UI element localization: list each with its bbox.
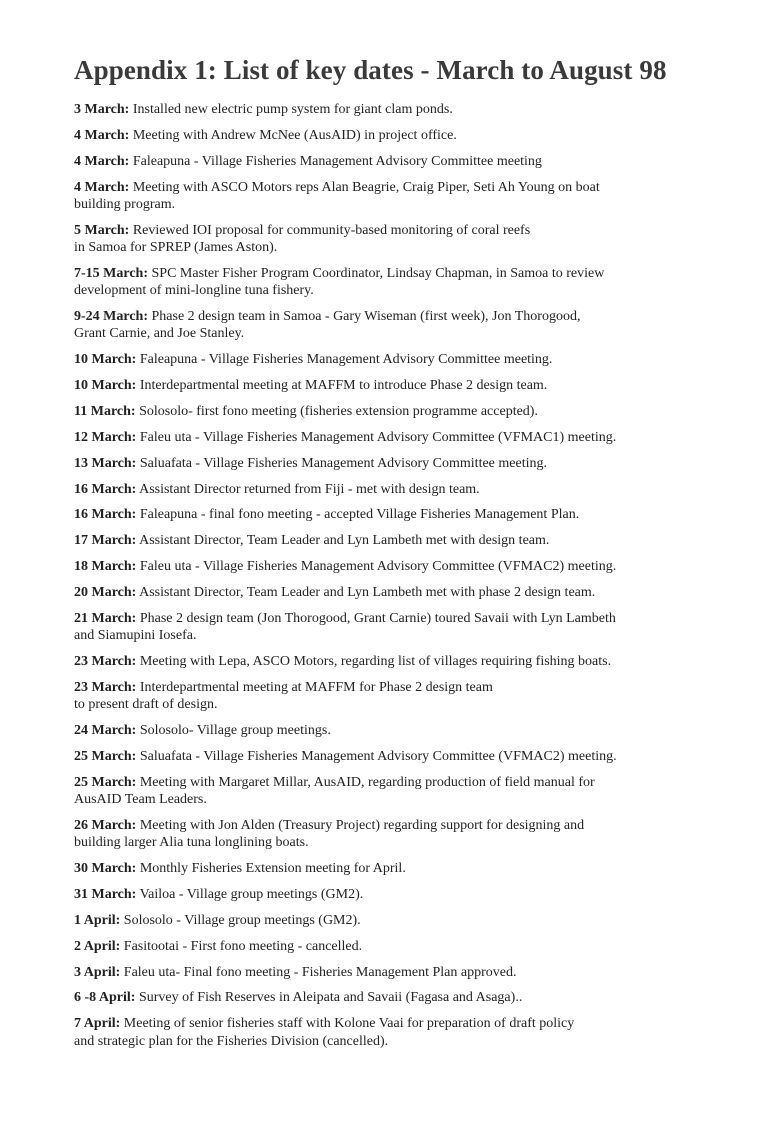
entry-date: 10 March:: [74, 377, 137, 393]
date-entry: [74, 989, 684, 1006]
entry-date: 10 March:: [74, 352, 137, 368]
date-entry: [74, 222, 684, 256]
entry-text: Meeting with Jon Alden (Treasury Project) regarding support for designing and building larger Alia tuna longlining boats.: [74, 817, 585, 851]
entry-date: 17 March:: [74, 533, 137, 549]
date-entry: [74, 455, 684, 472]
date-entry: [74, 748, 684, 765]
date-entry: [74, 532, 684, 549]
date-entry: [74, 886, 684, 903]
entry-text: Fasitootai - First fono meeting - cancelled.: [123, 938, 363, 954]
date-entry: [74, 481, 684, 498]
entry-text: Assistant Director, Team Leader and Lyn Lambeth met with design team.: [139, 533, 550, 549]
entry-text: Interdepartmental meeting at MAFFM for Phase 2 design team to present draft of design.: [74, 679, 493, 713]
entry-text: Saluafata - Village Fisheries Management Advisory Committee meeting.: [139, 455, 547, 471]
entry-text: Meeting with ASCO Motors reps Alan Beagrie, Craig Piper, Seti Ah Young on boat building program.: [74, 179, 600, 212]
date-entry: [74, 774, 684, 808]
entry-text: Phase 2 design team (Jon Thorogood, Grant Carnie) toured Savaii with Lyn Lambeth and Siamupini Iosefa.: [74, 610, 616, 644]
date-entry: [74, 860, 684, 877]
date-entry: [74, 610, 684, 644]
entry-date: 11 March:: [74, 403, 136, 419]
entry-text: Meeting with Andrew McNee (AusAID) in project office.: [132, 127, 457, 143]
date-entry: [74, 964, 684, 981]
entry-date: 4 March:: [74, 127, 130, 143]
date-entry: [74, 308, 684, 342]
date-entry: [74, 817, 684, 851]
entry-date: 24 March:: [74, 723, 137, 739]
entry-date: 21 March:: [74, 610, 137, 626]
entry-date: 5 March:: [74, 222, 130, 238]
entry-date: 4 March:: [74, 179, 130, 195]
entry-text: Interdepartmental meeting at MAFFM to introduce Phase 2 design team.: [139, 377, 548, 393]
date-entry: [74, 584, 684, 601]
entry-date: 31 March:: [74, 886, 137, 902]
date-entry: [74, 679, 684, 713]
entry-date: 12 March:: [74, 429, 137, 445]
date-entry: [74, 938, 684, 955]
entry-date: 7-15 March:: [74, 265, 148, 281]
entry-text: SPC Master Fisher Program Coordinator, Lindsay Chapman, in Samoa to review development of mini-longline tuna fishery.: [74, 265, 605, 299]
entry-text: Survey of Fish Reserves in Aleipata and Savaii (Fagasa and Asaga)..: [138, 990, 523, 1006]
entry-text: Faleu uta - Village Fisheries Management Advisory Committee (VFMAC2) meeting.: [139, 559, 617, 575]
entry-text: Monthly Fisheries Extension meeting for April.: [139, 861, 406, 876]
date-entry: [74, 127, 684, 144]
entry-date: 23 March:: [74, 654, 137, 670]
entry-text: Meeting with Margaret Millar, AusAID, regarding production of field manual for AusAID Team Leaders.: [74, 774, 595, 808]
date-entry: [74, 377, 684, 394]
entry-date: 16 March:: [74, 481, 137, 497]
date-entry: [74, 101, 684, 118]
key-dates-list: [74, 101, 684, 1058]
entry-text: Installed new electric pump system for giant clam ponds.: [132, 102, 453, 117]
date-entry: [74, 179, 684, 213]
entry-text: Faleapuna - final fono meeting - accepted Village Fisheries Management Plan.: [139, 507, 580, 523]
entry-date: 7 April:: [74, 1016, 121, 1032]
entry-text: Faleapuna - Village Fisheries Management Advisory Committee meeting: [132, 153, 542, 169]
entry-text: Phase 2 design team in Samoa - Gary Wiseman (first week), Jon Thorogood, Grant Carnie, and Joe Stanley.: [74, 308, 581, 342]
entry-text: Meeting of senior fisheries staff with Kolone Vaai for preparation of draft policy and strategic plan for the Fisheries Division (cancelled).: [74, 1016, 575, 1049]
entry-text: Solosolo - Village group meetings (GM2).: [123, 912, 361, 928]
date-entry: [74, 506, 684, 523]
entry-text: Solosolo- Village group meetings.: [139, 723, 331, 739]
date-entry: [74, 912, 684, 929]
entry-date: 6 -8 April:: [74, 990, 136, 1006]
date-entry: [74, 1015, 684, 1049]
date-entry: [74, 722, 684, 739]
entry-date: 30 March:: [74, 861, 137, 876]
entry-text: Vailoa - Village group meetings (GM2).: [139, 886, 364, 902]
date-entry: [74, 558, 684, 575]
entry-date: 16 March:: [74, 507, 137, 523]
entry-date: 18 March:: [74, 559, 137, 575]
entry-text: Assistant Director, Team Leader and Lyn Lambeth met with phase 2 design team.: [139, 585, 596, 601]
entry-text: Assistant Director returned from Fiji - met with design team.: [139, 481, 480, 497]
date-entry: [74, 351, 684, 368]
entry-text: Saluafata - Village Fisheries Management Advisory Committee (VFMAC2) meeting.: [139, 748, 617, 764]
entry-date: 26 March:: [74, 817, 137, 833]
entry-date: 1 April:: [74, 912, 121, 928]
entry-text: Solosolo- first fono meeting (fisheries extension programme accepted).: [139, 403, 538, 419]
date-entry: [74, 429, 684, 446]
page-title: Appendix 1: List of key dates - March to August 98: [74, 55, 667, 85]
entry-text: Meeting with Lepa, ASCO Motors, regarding list of villages requiring fishing boats.: [139, 654, 612, 670]
entry-date: 9-24 March:: [74, 308, 148, 324]
date-entry: [74, 653, 684, 670]
entry-text: Reviewed IOI proposal for community-based monitoring of coral reefs in Samoa for SPREP (James Aston).: [74, 222, 531, 255]
entry-date: 23 March:: [74, 679, 137, 695]
entry-text: Faleapuna - Village Fisheries Management Advisory Committee meeting.: [139, 352, 553, 368]
entry-date: 13 March:: [74, 455, 137, 471]
entry-date: 25 March:: [74, 774, 137, 790]
date-entry: [74, 403, 684, 420]
entry-date: 25 March:: [74, 748, 137, 764]
entry-text: Faleu uta- Final fono meeting - Fisheries Management Plan approved.: [123, 964, 517, 980]
date-entry: [74, 265, 684, 299]
entry-date: 2 April:: [74, 938, 121, 954]
entry-date: 3 March:: [74, 102, 130, 117]
entry-date: 20 March:: [74, 585, 137, 601]
entry-date: 3 April:: [74, 964, 121, 980]
entry-text: Faleu uta - Village Fisheries Management Advisory Committee (VFMAC1) meeting.: [139, 429, 617, 445]
entry-date: 4 March:: [74, 153, 130, 169]
date-entry: [74, 153, 684, 170]
